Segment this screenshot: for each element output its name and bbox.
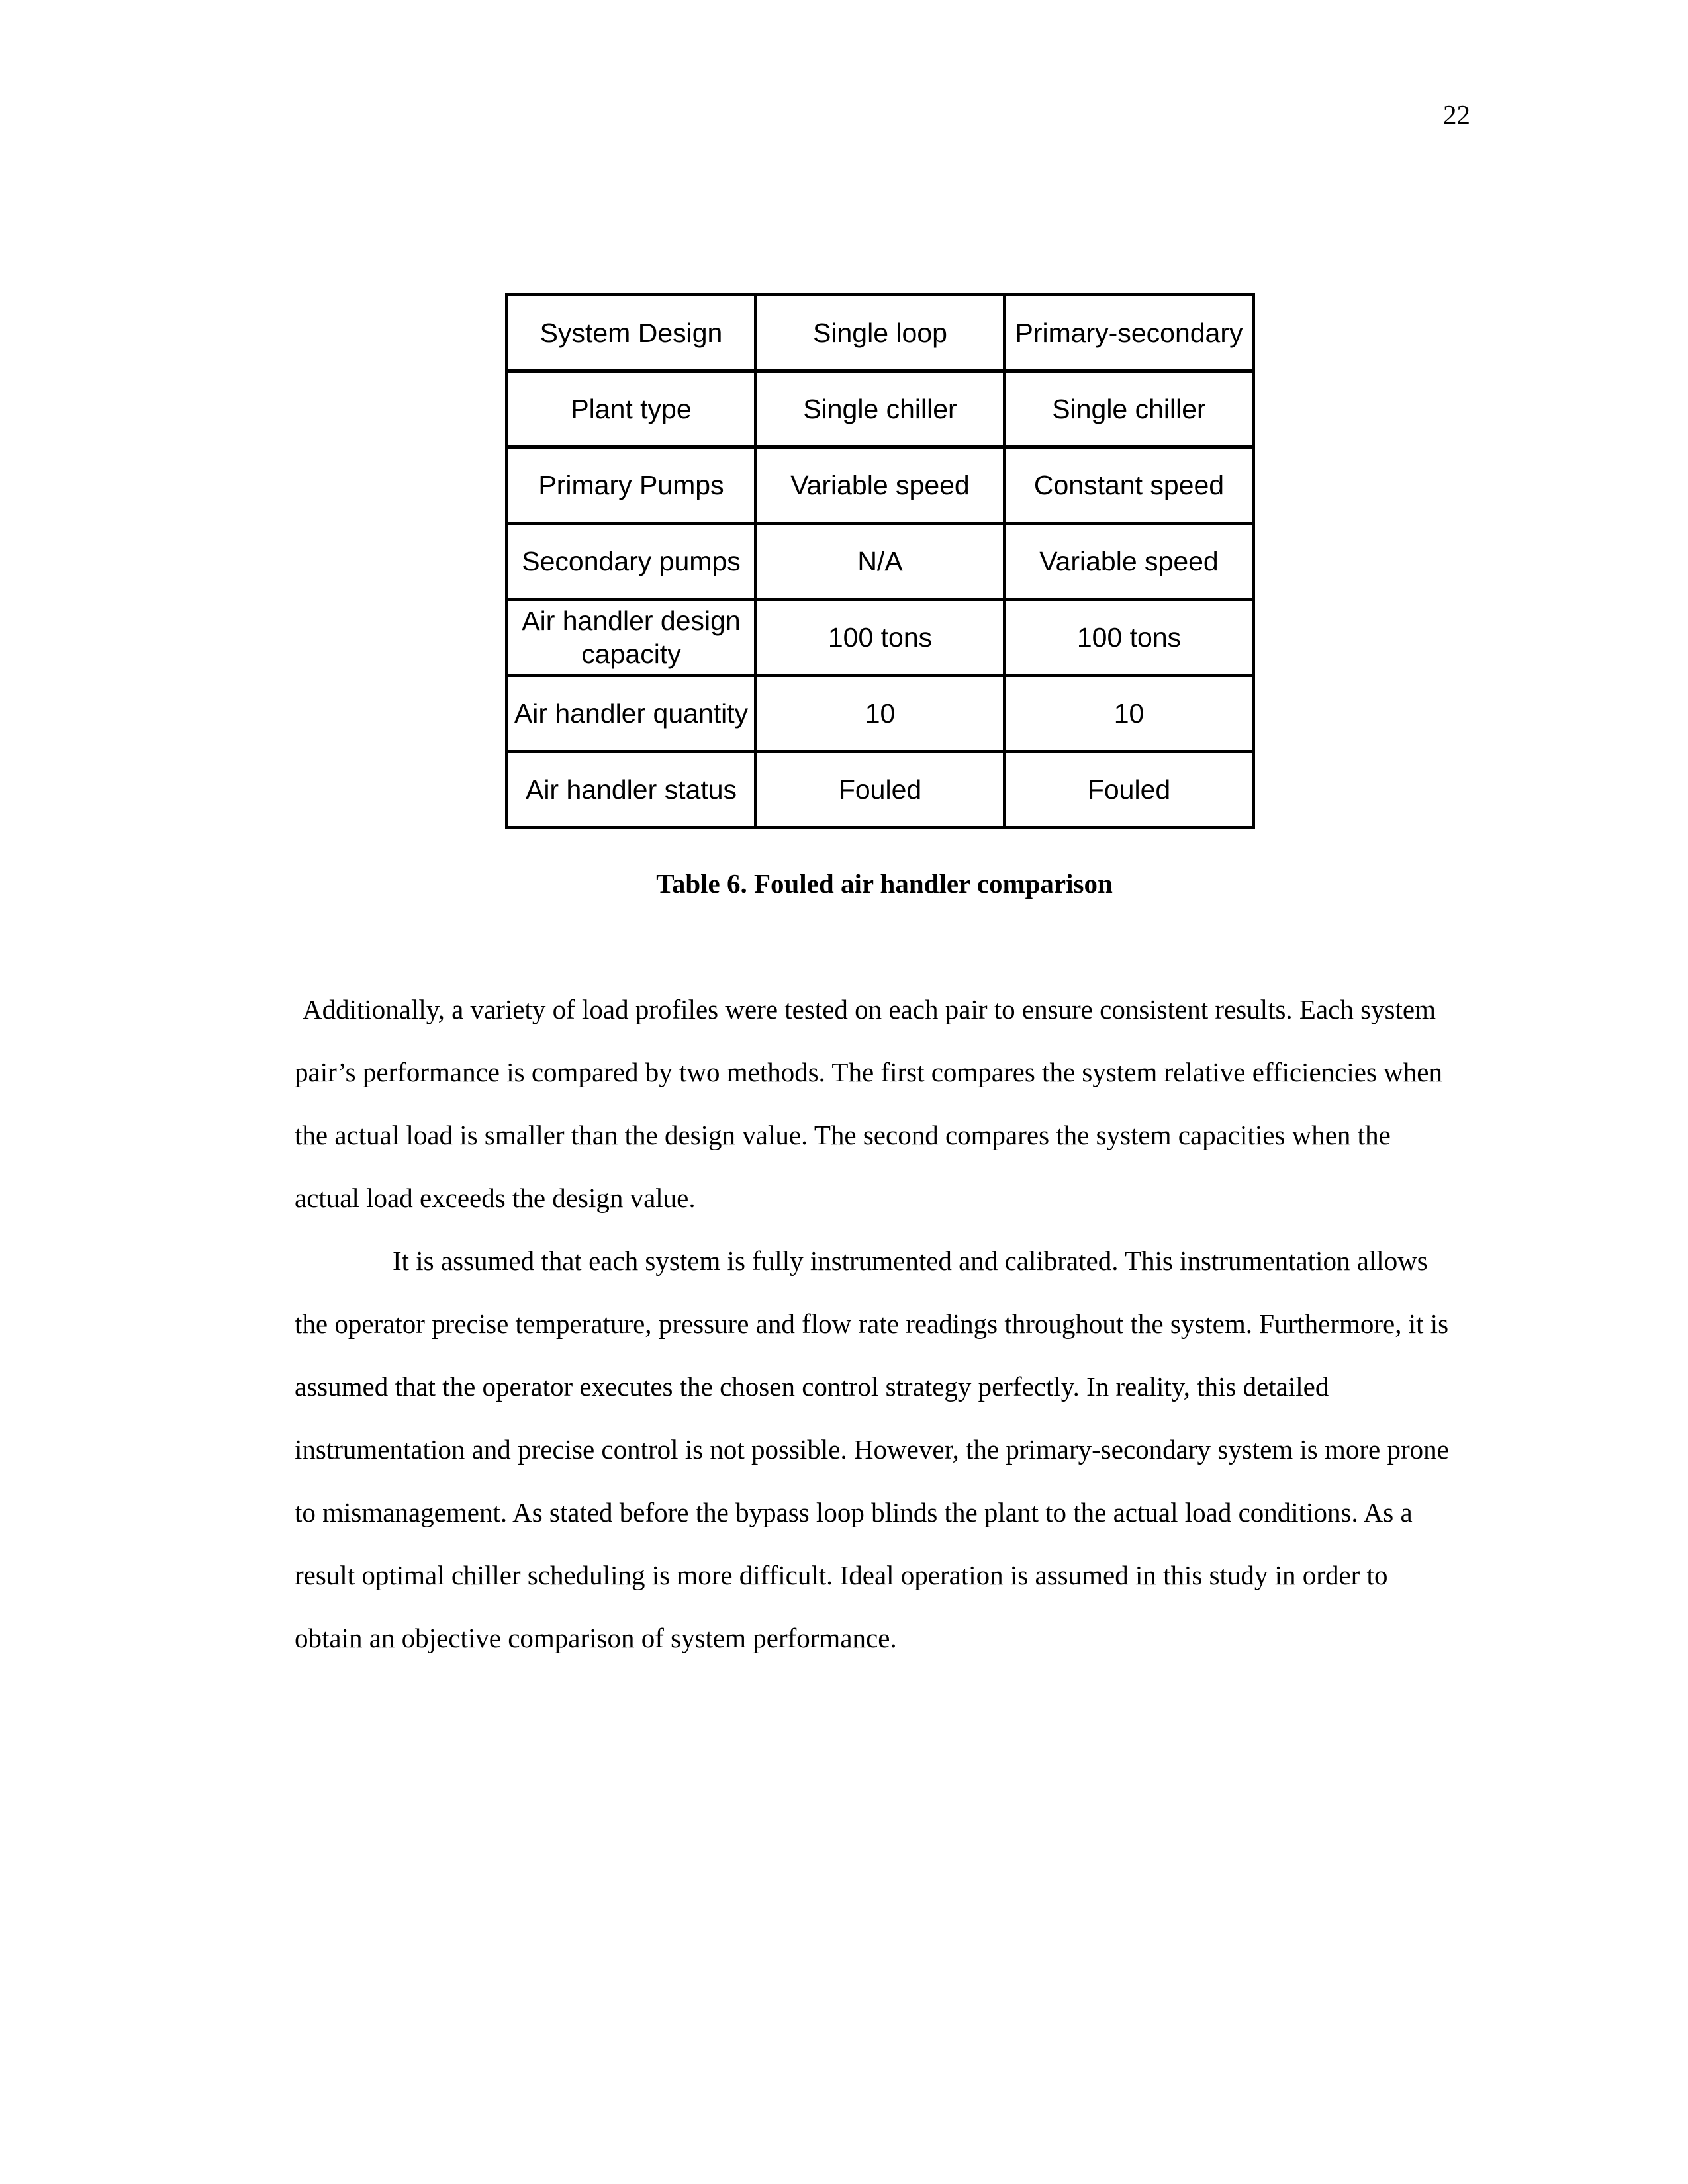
table-cell: 10 — [1005, 676, 1254, 752]
table-cell: Air handler design capacity — [507, 600, 756, 676]
table-row — [507, 447, 1254, 523]
table-cell: Air handler quantity — [507, 676, 756, 752]
table-row — [507, 523, 1254, 600]
table-row — [507, 600, 1254, 676]
table-cell: Single chiller — [1005, 371, 1254, 447]
table-row — [507, 752, 1254, 828]
table-row — [507, 371, 1254, 447]
table-cell: Variable speed — [756, 447, 1005, 523]
table-cell: System Design — [507, 295, 756, 371]
table-cell: Air handler status — [507, 752, 756, 828]
table-cell: Single loop — [756, 295, 1005, 371]
table-cell: Single chiller — [756, 371, 1005, 447]
page-number: 22 — [1443, 99, 1470, 130]
table-cell: Constant speed — [1005, 447, 1254, 523]
table-caption: Table 6. Fouled air handler comparison — [656, 868, 1113, 899]
table-cell: Fouled — [1005, 752, 1254, 828]
table-cell: N/A — [756, 523, 1005, 600]
table-cell: Variable speed — [1005, 523, 1254, 600]
table-cell: 100 tons — [756, 600, 1005, 676]
comparison-table — [505, 293, 1255, 829]
table-cell: Primary-secondary — [1005, 295, 1254, 371]
table-cell: Plant type — [507, 371, 756, 447]
table-cell: Primary Pumps — [507, 447, 756, 523]
table-cell: 10 — [756, 676, 1005, 752]
table-cell: Secondary pumps — [507, 523, 756, 600]
table-cell: Fouled — [756, 752, 1005, 828]
paragraph: It is assumed that each system is fully instrumented and calibrated. This instrumentation allows the operator precise temperature, pressure and flow rate readings throughout the system. Furthermore, it is assumed that the operator executes the chosen control strategy perfectly. In reality, this detailed instrumentation and precise control is not possible. However, the primary-secondary system is more prone to mismanagement. As stated before the bypass loop blinds the plant to the actual load conditions. As a result optimal chiller scheduling is more difficult. Ideal operation is assumed in this study in order to obtain an objective comparison of system performance. — [295, 1246, 1449, 1653]
body-text — [295, 978, 1460, 1670]
table-row — [507, 676, 1254, 752]
paragraph: Additionally, a variety of load profiles were tested on each pair to ensure consistent results. Each system pair’s performance is compared by two methods. The first compares the system relative efficiencies when the actual load is smaller than the design value. The second compares the system capacities when the actual load exceeds the design value. — [295, 994, 1442, 1213]
table-cell: 100 tons — [1005, 600, 1254, 676]
table-row — [507, 295, 1254, 371]
